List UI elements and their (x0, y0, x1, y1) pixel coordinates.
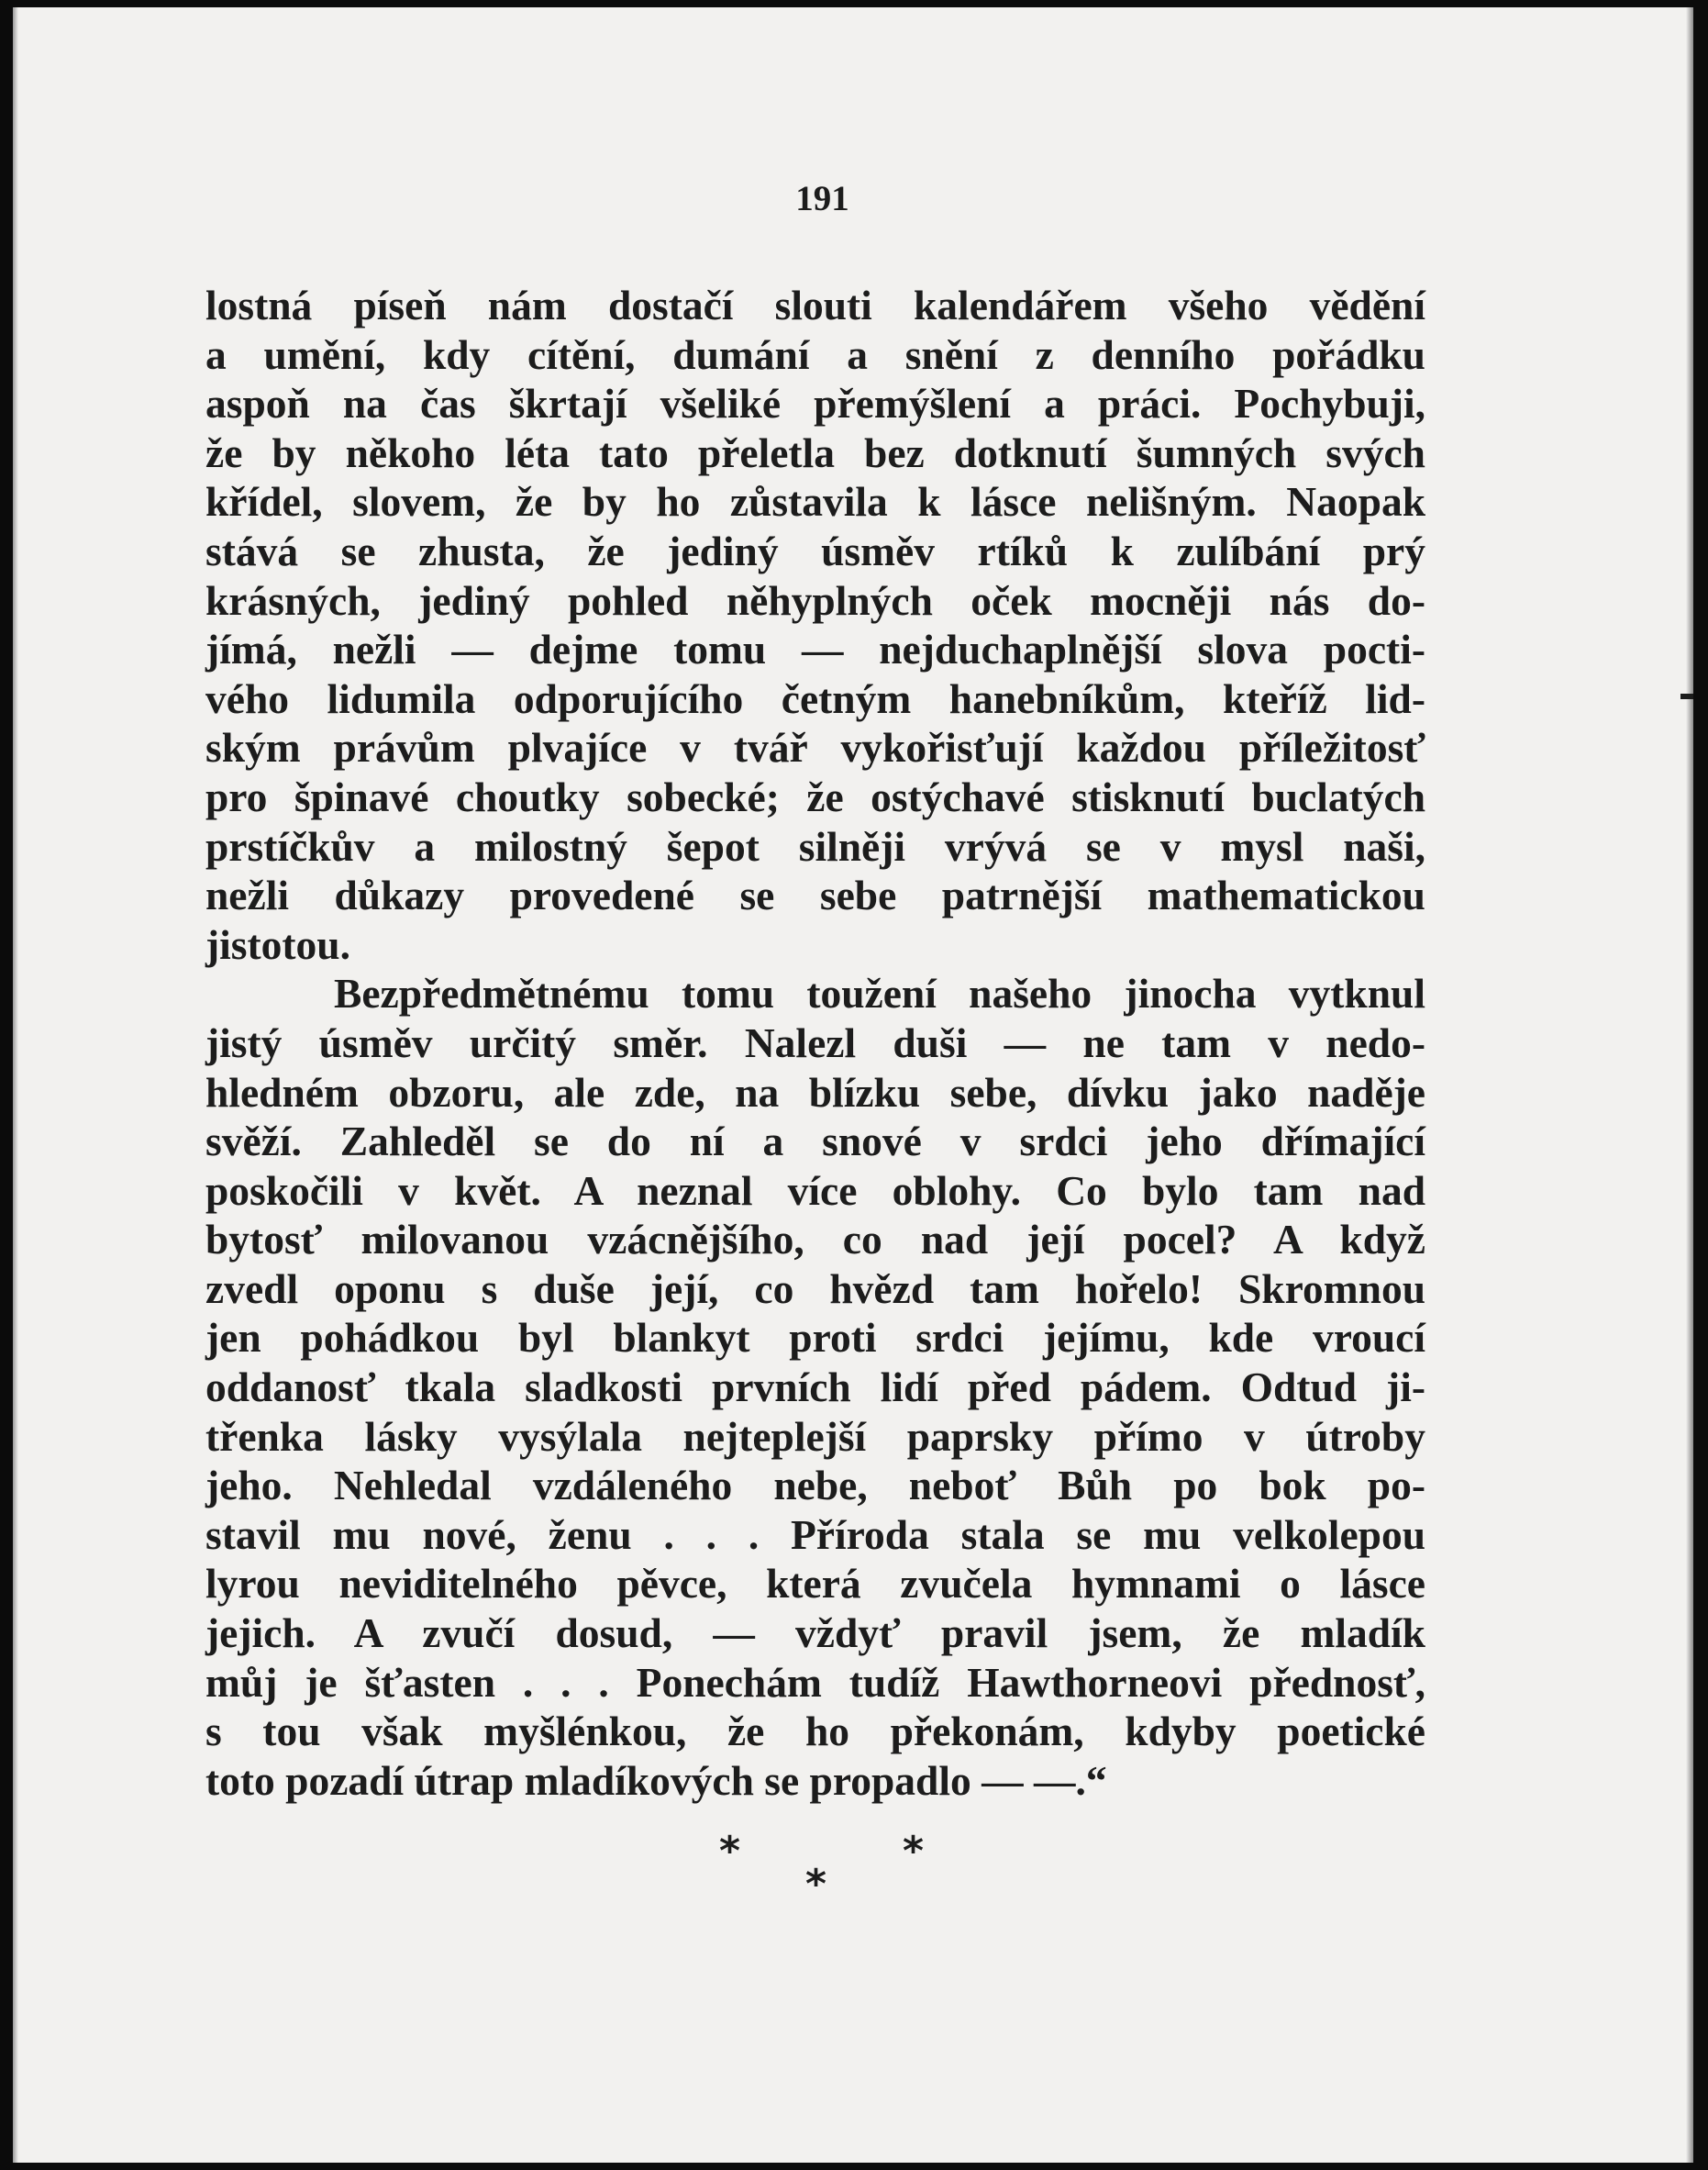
asterisk-icon: * (903, 1828, 925, 1875)
text-line: lyrou neviditelného pěvce, která zvučela hymnami o lásce (205, 1560, 1425, 1608)
page-edge-right (1686, 7, 1693, 2163)
text-line: aspoň na čas škrtají všeliké přemýšlení a práci. Pochybuji, (205, 380, 1425, 428)
text-line: že by někoho léta tato přeletla bez dotknutí šumných svých (205, 428, 1425, 476)
text-line: jímá, nežli — dejme tomu — nejduchaplnější slova pocti- (205, 626, 1425, 673)
body-text (205, 281, 1425, 1805)
asterisk-icon: * (805, 1861, 827, 1908)
text-line: jistotou. (205, 920, 350, 968)
text-line: stává se zhusta, že jediný úsměv rtíků k zulíbání prý (205, 527, 1425, 574)
text-line: oddanosť tkala sladkosti prvních lidí před pádem. Odtud ji- (205, 1363, 1425, 1411)
page-number: 191 (795, 179, 849, 218)
text-line: poskočili v květ. A neznal více oblohy. Co bylo tam nad (205, 1166, 1425, 1214)
text-line: ským právům plvajíce v tvář vykořisťují každou příležitosť (205, 724, 1425, 772)
text-line: bytosť milovanou vzácnějšího, co nad její pocel? A když (205, 1216, 1425, 1263)
page-edge-left (13, 7, 18, 2163)
text-line: prstíčkův a milostný šepot silněji vrývá se v mysl naši, (205, 822, 1425, 870)
text-line: vého lidumila odporujícího četným hanebníkům, kteříž lid- (205, 674, 1425, 722)
text-line: jistý úsměv určitý směr. Nalezl duši — ne tam v nedo- (205, 1018, 1425, 1066)
text-line: můj je šťasten . . . Ponechám tudíž Hawthorneovi přednosť, (205, 1658, 1425, 1706)
asterisk-icon: * (719, 1828, 741, 1875)
text-line: stavil mu nové, ženu . . . Příroda stala se mu velkolepou (205, 1510, 1425, 1558)
text-line: hledném obzoru, ale zde, na blízku sebe, dívku jako naděje (205, 1068, 1425, 1116)
text-line: jeho. Nehledal vzdáleného nebe, neboť Bůh po bok po- (205, 1462, 1425, 1509)
text-line: nežli důkazy provedené se sebe patrnější mathematickou (205, 872, 1425, 919)
section-break-asterisks (719, 1828, 930, 1914)
margin-mark (1680, 694, 1693, 699)
text-line: křídel, slovem, že by ho zůstavila k lásce nelišným. Naopak (205, 478, 1425, 526)
text-line: toto pozadí útrap mladíkových se propadlo — —.“ (205, 1756, 1107, 1804)
text-line: Bezpředmětnému tomu toužení našeho jinocha vytknul (334, 970, 1425, 1018)
paragraph-2 (205, 969, 1425, 1805)
book-page (13, 7, 1693, 2163)
text-line: jejich. A zvučí dosud, — vždyť pravil jsem, že mladík (205, 1609, 1425, 1657)
text-line: zvedl oponu s duše její, co hvězd tam hořelo! Skromnou (205, 1264, 1425, 1312)
text-line: svěží. Zahleděl se do ní a snové v srdci jeho dřímající (205, 1118, 1425, 1165)
text-line: s tou však myšlénkou, že ho překonám, kdyby poetické (205, 1708, 1425, 1755)
text-line: pro špinavé choutky sobecké; že ostýchavé stisknutí buclatých (205, 773, 1425, 820)
text-line: krásných, jediný pohled něhyplných oček mocněji nás dо- (205, 576, 1425, 624)
text-line: a umění, kdy cítění, dumání a snění z denního pořádku (205, 330, 1425, 378)
text-line: jen pohádkou byl blankyt proti srdci jejímu, kde vroucí (205, 1314, 1425, 1362)
text-line: třenka lásky vysýlala nejteplejší paprsky přímo v útroby (205, 1412, 1425, 1460)
text-line: lostná píseň nám dostačí slouti kalendářem všeho vědění (205, 282, 1425, 328)
paragraph-1 (205, 281, 1425, 969)
